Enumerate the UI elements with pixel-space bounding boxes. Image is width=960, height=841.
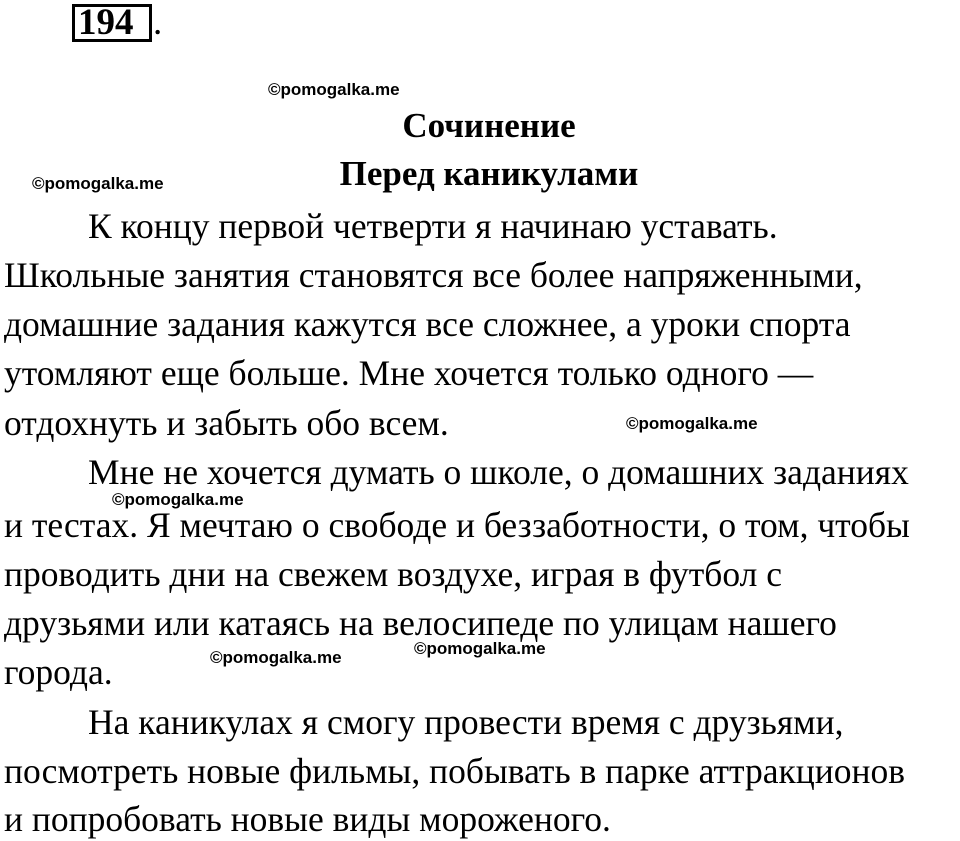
watermark: ©pomogalka.me [414,639,546,658]
watermark: ©pomogalka.me [626,414,758,433]
watermark: ©pomogalka.me [32,174,164,193]
paragraph-line: К концу первой четверти я начинаю уставать. [88,206,778,246]
paragraph-line: отдохнуть и забыть обо всем. [4,403,449,443]
paragraph-line: домашние задания кажутся все сложнее, а уроки спорта [4,304,851,344]
paragraph-line: Школьные занятия становятся все более напряженными, [4,255,863,295]
essay-subtitle: Перед каникулами [339,154,639,193]
paragraph-line: и попробовать новые виды мороженого. [4,799,611,839]
paragraph-line: утомляют еще больше. Мне хочется только одного — [4,353,814,393]
paragraph-line: посмотреть новые фильмы, побывать в парке аттракционов [4,751,905,791]
paragraph-line: и тестах. Я мечтаю о свободе и беззаботности, о том, чтобы [4,505,910,545]
watermark: ©pomogalka.me [210,648,342,667]
paragraph-line: Мне не хочется думать о школе, о домашних заданиях [88,452,909,492]
essay-title: Сочинение [402,106,576,145]
watermark: ©pomogalka.me [268,80,400,99]
paragraph-line: города. [4,652,113,692]
paragraph-line: На каникулах я смогу провести время с друзьями, [88,702,844,742]
paragraph-line: друзьями или катаясь на велосипеде по улицам нашего [4,603,837,643]
task-number: 194 [78,2,134,43]
paragraph-line: проводить дни на свежем воздухе, играя в футбол с [4,554,782,594]
watermark: ©pomogalka.me [112,490,244,509]
task-number-dot: . [153,2,163,43]
